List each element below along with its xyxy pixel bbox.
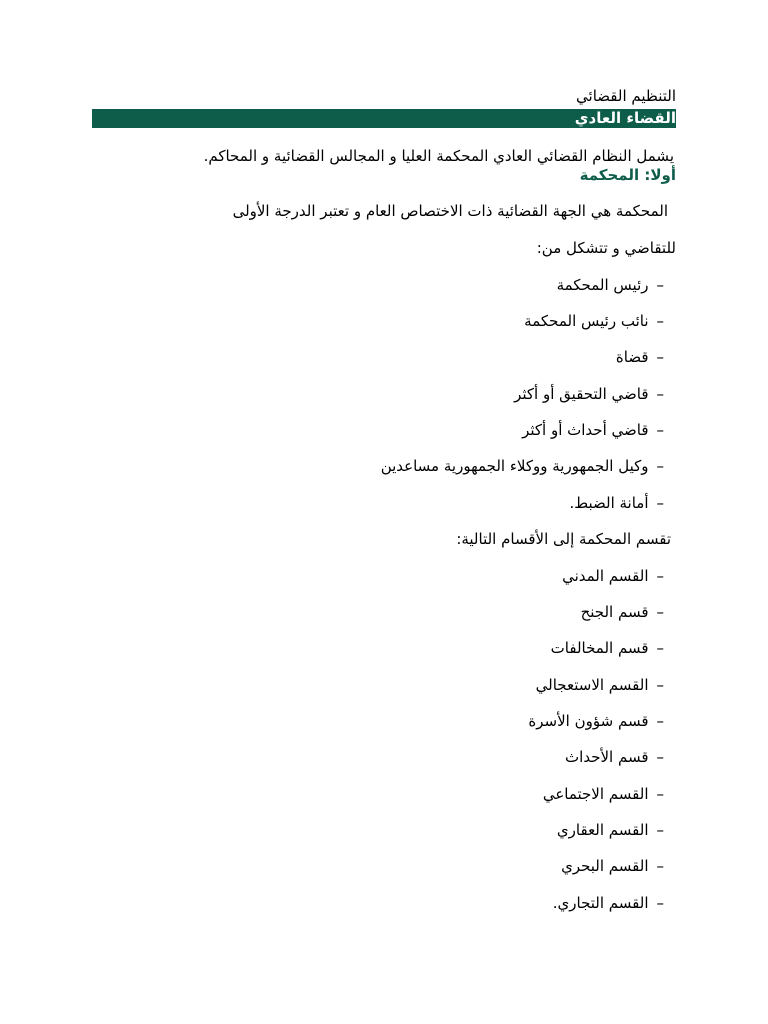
dash-bullet: – [656, 857, 664, 875]
list-item-text: رئيس المحكمة [556, 276, 649, 294]
dash-bullet: – [656, 494, 664, 512]
list-item-text: القسم الاستعجالي [535, 676, 649, 694]
dash-bullet: – [656, 312, 664, 330]
dash-bullet: – [656, 457, 664, 475]
dash-bullet: – [656, 748, 664, 766]
list-item [536, 674, 664, 696]
list-item [522, 419, 664, 441]
list-item-text: وكيل الجمهورية ووكلاء الجمهورية مساعدين [380, 457, 649, 475]
dash-bullet: – [656, 567, 664, 585]
list-item [569, 492, 664, 514]
list-item-text: القسم التجاري. [552, 894, 649, 912]
court-subheading: أولا: المحكمة [579, 166, 676, 184]
document-title: التنظيم القضائي [576, 87, 676, 105]
list-item [553, 892, 664, 914]
definition-line-1: المحكمة هي الجهة القضائية ذات الاختصاص العام و تعتبر الدرجة الأولى [232, 202, 668, 220]
list-item-text: القسم البحري [561, 857, 649, 875]
list-item-text: قسم المخالفات [550, 639, 649, 657]
intro-paragraph: يشمل النظام القضائي العادي المحكمة العليا و المجالس القضائية و المحاكم. [203, 147, 674, 165]
dash-bullet: – [656, 821, 664, 839]
dash-bullet: – [656, 276, 664, 294]
dash-bullet: – [656, 894, 664, 912]
list-item [565, 746, 664, 768]
list-item-text: قاضي أحداث أو أكثر [522, 421, 649, 439]
dash-bullet: – [656, 385, 664, 403]
list-item [616, 346, 664, 368]
list-item-text: قسم الجنح [580, 603, 649, 621]
list-item [557, 819, 664, 841]
list-item-text: قسم الأحداث [565, 748, 649, 766]
definition-line-2: للتقاضي و تتشكل من: [536, 239, 676, 257]
dash-bullet: – [656, 712, 664, 730]
list-item [543, 783, 664, 805]
list-item [581, 601, 664, 623]
dash-bullet: – [656, 676, 664, 694]
dash-bullet: – [656, 639, 664, 657]
section-heading: القضاء العادي [574, 109, 676, 127]
divisions-intro: تقسم المحكمة إلى الأقسام التالية: [456, 530, 671, 548]
list-item-text: أمانة الضبط. [569, 494, 649, 512]
list-item [557, 274, 664, 296]
list-item [381, 455, 664, 477]
list-item-text: القسم المدني [562, 567, 649, 585]
list-item [551, 637, 664, 659]
dash-bullet: – [656, 421, 664, 439]
dash-bullet: – [656, 785, 664, 803]
list-item [561, 855, 664, 877]
list-item-text: قضاة [615, 348, 649, 366]
list-item [514, 383, 664, 405]
list-item-text: قاضي التحقيق أو أكثر [514, 385, 649, 403]
list-item-text: قسم شؤون الأسرة [528, 712, 649, 730]
list-item [562, 565, 664, 587]
list-item-text: القسم العقاري [556, 821, 649, 839]
list-item [528, 710, 664, 732]
section-heading-bar [92, 109, 676, 128]
dash-bullet: – [656, 603, 664, 621]
list-item-text: القسم الاجتماعي [542, 785, 649, 803]
list-item-text: نائب رئيس المحكمة [524, 312, 649, 330]
list-item [524, 310, 664, 332]
dash-bullet: – [656, 348, 664, 366]
